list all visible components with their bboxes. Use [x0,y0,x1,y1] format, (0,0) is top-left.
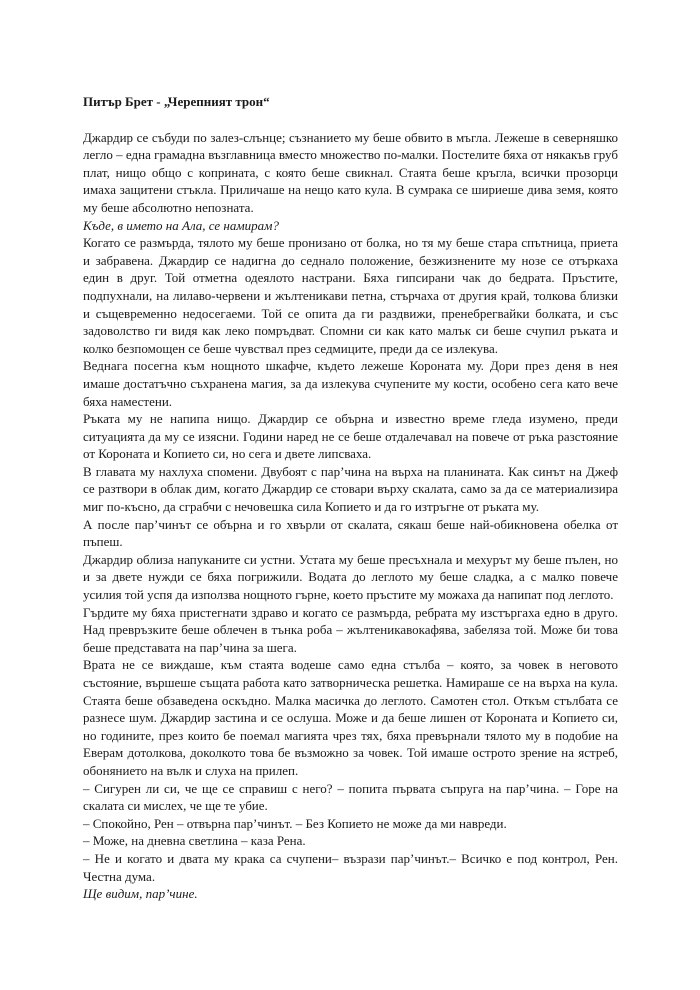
text-paragraph: Джардир се събуди по залез-слънце; съзнанието му беше обвито в мъгла. Лежеше в северняшко легло – една грамадна възглавница вместо множество по-малки. Постелите бяха от някакъв груб плат, нищо общо с коприната, с която беше свикнал. Стаята беше кръгла, всички прозорци имаха защитени стъкла. Приличаше на нещо като кула. В сумрака се шириеше дива земя, която му беше абсолютно непозната. [83,129,618,215]
text-paragraph: – Не и когато и двата му крака са счупени– възрази пар’чинът.– Всичко е под контрол, Рен. Честна дума. [83,850,618,884]
italic-thought-paragraph: Ще видим, пар’чине. [83,886,198,902]
text-paragraph: В главата му нахлуха спомени. Двубоят с пар’чина на върха на планината. Как синът на Джеф се разтвори в облак дим, когато Джардир се стовари върху скалата, само за да се материализира миг по-късно, да сграбчи с нечовешка сила Копието и да го изтръгне от ръката му. [83,463,618,515]
paragraph-list [83,129,618,903]
text-paragraph: – Може, на дневна светлина – каза Рена. [83,833,306,849]
text-paragraph: Ръката му не напипа нищо. Джардир се обърна и известно време гледа изумено, преди ситуацията да му се изясни. Години наред не се беше отдалечавал на повече от ръка разстояние от Короната и Копието си, но сега и двете липсваха. [83,411,618,462]
text-paragraph: Гърдите му бяха пристегнати здраво и когато се размърда, ребрата му изстъргаха едно в друго. Над превръзките беше облечен в тънка роба – жълтеникавокафява, забеляза той. Може би това беше представата на пар’чина за шега. [83,604,618,655]
text-paragraph: Когато се размърда, тялото му беше пронизано от болка, но тя му беше стара спътница, приета и забравена. Джардир се надигна до седнало положение, безжизнените му нозе се отъркаха един в друг. Той отметна одеялото настрани. Бяха гипсирани чак до бедрата. Пръстите, подпухнали, на лилаво-червени и жълтеникави петна, стърчаха от другия край, толкова близки и същевременно недосегаеми. Той се опита да ги раздвижи, пренебрегвайки болката, и със задоволство ги видя как леко помръдват. Спомни си как като малък си беше счупил ръката и колко безпомощен се беше чувствал през седмиците, преди да се излекува. [83,235,618,356]
text-paragraph: Врата не се виждаше, към стаята водеше само една стълба – която, за човек в неговото състояние, вършеше същата работа като затворническа решетка. Намираше се на върха на кула. Стаята беше обзаведена оскъдно. Малка масичка до леглото. Самотен стол. Откъм стълбата се разнесе шум. Джардир застина и се ослуша. Може и да беше лишен от Короната и Копието си, но годините, през които бе поемал магията чрез тях, бяха превърнали тялото му в подобие на Еверам дотолкова, доколкото това бе възможно за човек. Той имаше острото зрение на ястреб, обонянието на вълк и слуха на прилеп. [83,657,618,778]
text-paragraph: Веднага посегна към нощното шкафче, където лежеше Короната му. Дори през деня в нея имаше достатъчно съхранена магия, за да излекува счупените му кости, особено сега като вече бяха наместени. [83,358,618,409]
text-paragraph: – Спокойно, Рен – отвърна пар’чинът. – Без Копието не може да ми навреди. [83,815,507,831]
text-paragraph: Джардир облиза напуканите си устни. Устата му беше пресъхнала и мехурът му беше пълен, но и за двете нужди се бяха погрижили. Водата до леглото му беше сладка, а с малко повече усилия той успя да използва нощното гърне, което пръстите му можаха да напипат под леглото. [83,551,618,603]
document-body [83,93,618,903]
italic-thought-paragraph: Къде, в името на Ала, се намирам? [83,217,279,233]
document-title: Питър Брет - „Черепният трон“ [83,94,270,109]
text-paragraph: – Сигурен ли си, че ще се справиш с него? – попита първата съпруга на пар’чина. – Горе на скалата си мислех, че ще те убие. [83,780,618,814]
text-paragraph: А после пар’чинът се обърна и го хвърли от скалата, сякаш беше най-обикновена обелка от пъпеш. [83,516,618,550]
